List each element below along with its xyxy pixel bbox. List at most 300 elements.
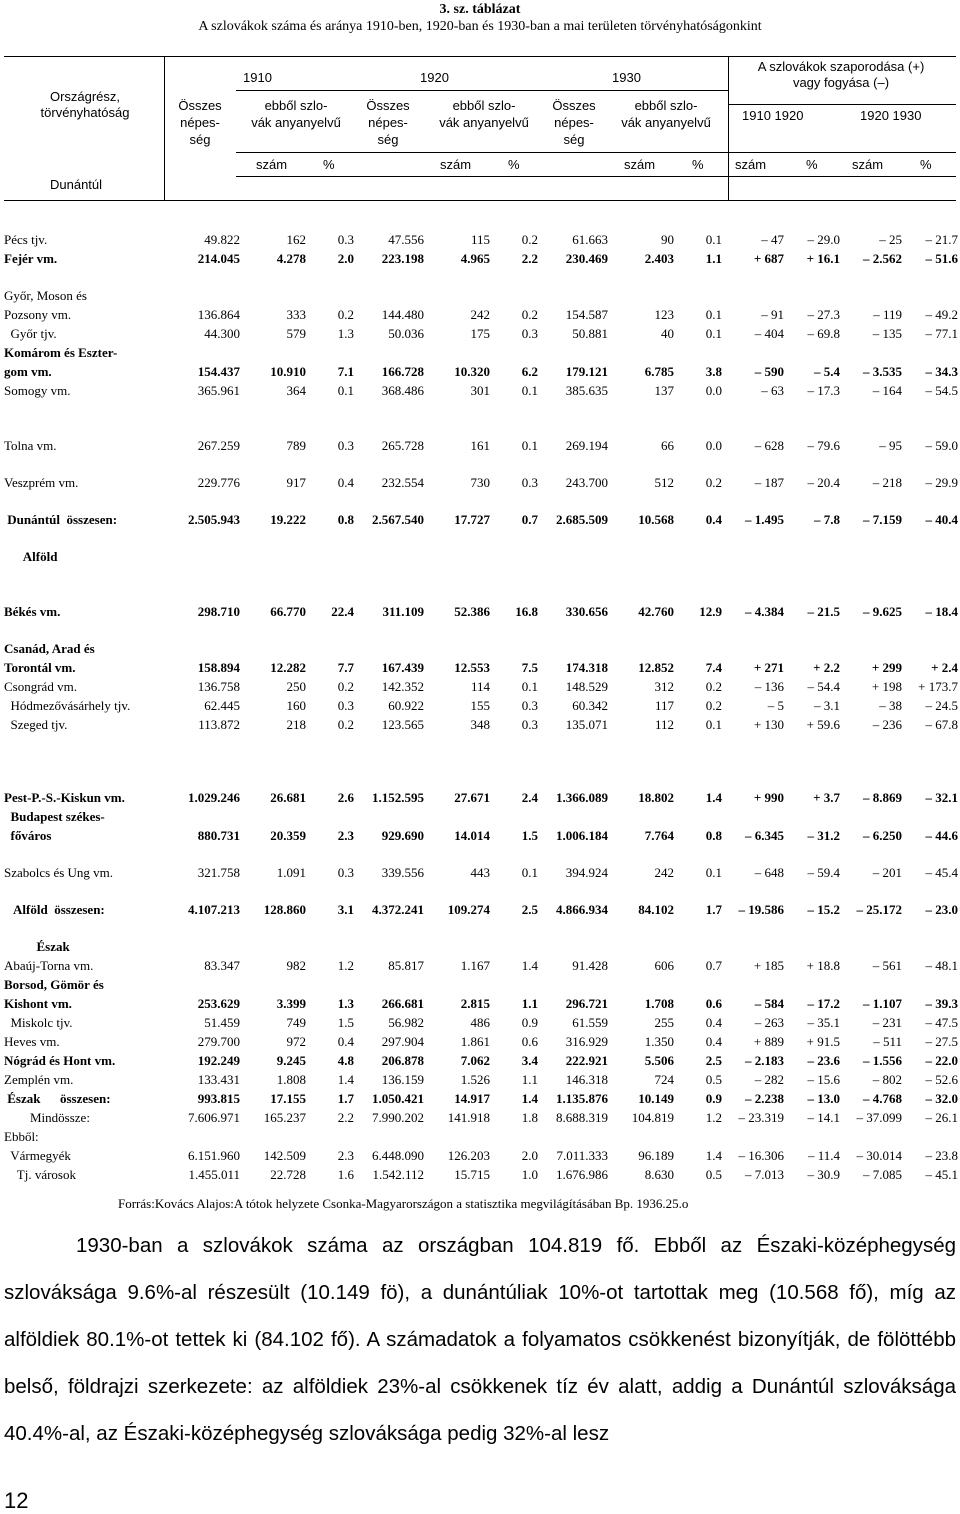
table-cell: 7.062 — [460, 1052, 490, 1068]
table-body — [4, 212, 958, 1184]
table-cell: 142.509 — [263, 1147, 306, 1163]
table-row — [4, 305, 958, 324]
table-cell — [722, 1127, 784, 1146]
table-cell: 0.3 — [337, 864, 354, 880]
table-cell: 214.045 — [197, 250, 240, 266]
table-cell: 26.681 — [270, 789, 306, 805]
table-cell — [674, 286, 722, 305]
table-cell — [840, 1127, 902, 1146]
table-cell: – 802 — [872, 1071, 902, 1087]
table-number: 3. sz. táblázat — [439, 2, 521, 17]
table-cell: – 20.4 — [807, 474, 840, 490]
table-cell: 61.663 — [572, 231, 608, 247]
table-cell: – 22.0 — [925, 1052, 958, 1068]
table-cell — [722, 807, 784, 826]
table-row — [4, 1108, 958, 1127]
table-cell: 1.542.112 — [372, 1166, 424, 1182]
table-cell: 1.3 — [337, 325, 354, 341]
change-header — [728, 59, 954, 91]
table-cell — [354, 639, 424, 658]
header-vline-1 — [164, 56, 165, 201]
table-cell: 3.399 — [276, 995, 306, 1011]
table-cell: – 23.6 — [807, 1052, 840, 1068]
table-cell: 266.681 — [381, 995, 424, 1011]
row-label: Ebből: — [4, 1128, 39, 1144]
total-pop-label-3: ség — [563, 132, 585, 147]
table-cell: 0.1 — [705, 864, 722, 880]
table-cell: 0.1 — [521, 437, 538, 453]
region-column-label: Országrész, törvényhatóság — [40, 89, 130, 120]
table-cell: 148.529 — [565, 678, 608, 694]
table-cell: 3.4 — [521, 1052, 538, 1068]
table-cell: 112 — [654, 716, 674, 732]
table-cell: 230.469 — [565, 250, 608, 266]
table-cell — [538, 975, 608, 994]
table-cell: 137 — [654, 382, 674, 398]
spacer-cell — [4, 734, 958, 752]
spacer-cell — [4, 268, 958, 286]
table-cell: 364 — [286, 382, 306, 398]
population-table — [4, 212, 958, 1184]
table-cell — [840, 807, 902, 826]
table-cell: 0.9 — [705, 1090, 722, 1106]
slovak-label-1: ebből szlo- — [452, 98, 516, 113]
table-cell — [722, 286, 784, 305]
table-row — [4, 807, 958, 826]
table-row — [4, 956, 958, 975]
table-cell: 96.189 — [638, 1147, 674, 1163]
row-label: Budapest székes- — [4, 808, 105, 824]
table-cell: 1.2 — [337, 957, 354, 973]
table-cell: – 25 — [879, 231, 902, 247]
row-label: Dunántúl összesen: — [4, 511, 118, 527]
spacer-row — [4, 418, 958, 436]
table-cell: 7.011.333 — [556, 1147, 608, 1163]
table-cell: 1.350 — [644, 1033, 674, 1049]
table-cell: + 59.6 — [806, 716, 840, 732]
table-cell: 348 — [470, 716, 490, 732]
header-rule-units-top — [236, 152, 956, 153]
table-cell: 330.656 — [565, 603, 608, 619]
unit-num: szám — [624, 157, 656, 172]
table-cell: 0.4 — [705, 511, 722, 527]
table-cell: 1.2 — [705, 1109, 722, 1125]
table-row — [4, 324, 958, 343]
table-cell: 179.121 — [565, 363, 608, 379]
table-cell — [608, 1127, 674, 1146]
table-cell: 0.2 — [337, 678, 354, 694]
row-label: Hódmezővásárhely tjv. — [4, 697, 131, 713]
table-cell: 113.872 — [198, 716, 240, 732]
row-label: Tolna vm. — [4, 437, 57, 453]
row-label: Csanád, Arad és — [4, 640, 95, 656]
unit-num: szám — [256, 157, 288, 172]
table-cell: – 34.3 — [925, 363, 958, 379]
table-cell: 1.4 — [705, 789, 722, 805]
table-cell: – 1.107 — [863, 995, 902, 1011]
table-cell: 4.866.934 — [556, 901, 608, 917]
table-cell — [354, 975, 424, 994]
table-cell: 12.282 — [270, 659, 306, 675]
row-label: Észak összesen: — [4, 1090, 111, 1106]
table-cell: 3.8 — [705, 363, 722, 379]
table-cell: 10.568 — [638, 511, 674, 527]
table-cell: 126.203 — [447, 1147, 490, 1163]
row-label: Pozsony vm. — [4, 306, 72, 322]
table-row — [4, 362, 958, 381]
table-cell: 368.486 — [381, 382, 424, 398]
table-cell — [840, 286, 902, 305]
table-row — [4, 1127, 958, 1146]
table-cell: 144.480 — [381, 306, 424, 322]
row-label: Szabolcs és Ung vm. — [4, 864, 114, 880]
table-cell — [490, 975, 538, 994]
table-cell: 1.1 — [705, 250, 722, 266]
table-cell: 174.318 — [565, 659, 608, 675]
table-cell — [722, 343, 784, 362]
table-row — [4, 863, 958, 882]
table-cell: 22.4 — [331, 603, 354, 619]
row-label: Alföld összesen: — [4, 901, 105, 917]
row-label: Békés vm. — [4, 603, 61, 619]
table-cell — [490, 1127, 538, 1146]
table-cell: – 8.869 — [863, 789, 902, 805]
table-cell: – 32.0 — [925, 1090, 958, 1106]
table-cell: – 38 — [879, 697, 902, 713]
table-cell — [902, 1127, 958, 1146]
table-cell: 267.259 — [197, 437, 240, 453]
table-cell — [784, 639, 840, 658]
table-cell: 4.107.213 — [188, 901, 240, 917]
spacer-row — [4, 584, 958, 602]
table-cell: – 16.306 — [738, 1147, 784, 1163]
table-cell: 1.4 — [705, 1147, 722, 1163]
table-cell — [608, 343, 674, 362]
table-cell: – 5.4 — [814, 363, 840, 379]
table-cell: 311.109 — [382, 603, 424, 619]
table-cell: 18.802 — [638, 789, 674, 805]
table-cell: 1.7 — [705, 901, 722, 917]
table-cell: 297.904 — [381, 1033, 424, 1049]
table-cell — [354, 807, 424, 826]
spacer-row — [4, 268, 958, 286]
table-cell: – 164 — [872, 382, 902, 398]
table-cell: 6.2 — [521, 363, 538, 379]
table-cell: + 185 — [753, 957, 784, 973]
table-cell: 114 — [470, 678, 490, 694]
table-cell: 2.403 — [644, 250, 674, 266]
table-cell: – 91 — [761, 306, 784, 322]
table-cell: 2.4 — [521, 789, 538, 805]
change-title-2: vagy fogyása (–) — [792, 75, 890, 90]
table-cell: – 35.1 — [807, 1014, 840, 1030]
table-cell: 175 — [470, 325, 490, 341]
table-cell — [902, 343, 958, 362]
table-cell — [722, 639, 784, 658]
table-cell: 17.155 — [270, 1090, 306, 1106]
unit-pct: % — [806, 157, 818, 172]
table-cell: 22.728 — [270, 1166, 306, 1182]
table-cell: 0.1 — [521, 864, 538, 880]
region-column-header — [10, 89, 160, 121]
spacer-row — [4, 455, 958, 473]
row-label: Győr tjv. — [4, 325, 57, 341]
table-cell: 44.300 — [204, 325, 240, 341]
spacer-row — [4, 734, 958, 752]
table-cell — [490, 937, 538, 956]
table-row — [4, 975, 958, 994]
table-cell: 443 — [470, 864, 490, 880]
table-cell: – 263 — [754, 1014, 784, 1030]
table-cell: + 687 — [753, 250, 784, 266]
table-cell: 0.3 — [521, 697, 538, 713]
table-cell: 250 — [286, 678, 306, 694]
header-vline-2 — [728, 56, 729, 201]
table-cell: – 404 — [754, 325, 784, 341]
table-cell — [164, 807, 240, 826]
table-cell: – 3.535 — [863, 363, 902, 379]
row-label: Heves vm. — [4, 1033, 60, 1049]
table-cell: + 173.7 — [918, 678, 958, 694]
table-cell: 2.2 — [337, 1109, 354, 1125]
table-cell: – 95 — [879, 437, 902, 453]
table-cell — [424, 547, 490, 566]
table-cell: 242 — [654, 864, 674, 880]
table-cell: – 2.562 — [863, 250, 902, 266]
table-cell: 1.5 — [337, 1014, 354, 1030]
table-cell — [784, 807, 840, 826]
table-cell: 83.347 — [204, 957, 240, 973]
table-cell: – 52.6 — [925, 1071, 958, 1087]
year-1920: 1920 — [420, 70, 449, 85]
table-cell — [240, 639, 306, 658]
spacer-row — [4, 621, 958, 639]
table-cell: 0.2 — [705, 697, 722, 713]
table-cell: 1.676.986 — [556, 1166, 608, 1182]
table-cell: 1.135.876 — [556, 1090, 608, 1106]
table-cell: – 4.768 — [863, 1090, 902, 1106]
table-cell — [490, 286, 538, 305]
table-cell: 136.159 — [381, 1071, 424, 1087]
table-cell — [306, 807, 354, 826]
row-label: Alföld — [4, 548, 58, 564]
table-cell: 162 — [286, 231, 306, 247]
table-cell: 1.708 — [644, 995, 674, 1011]
table-cell: 0.2 — [521, 231, 538, 247]
table-cell: – 218 — [872, 474, 902, 490]
table-cell: – 3.1 — [814, 697, 840, 713]
table-cell: 7.606.971 — [188, 1109, 240, 1125]
table-cell — [424, 286, 490, 305]
table-cell: 135.071 — [565, 716, 608, 732]
unit-pct: % — [323, 157, 335, 172]
table-cell: 880.731 — [197, 827, 240, 843]
row-label: Pécs tjv. — [4, 231, 48, 247]
spacer-row — [4, 770, 958, 788]
spacer-row — [4, 529, 958, 547]
table-cell: – 23.8 — [925, 1147, 958, 1163]
table-cell: 0.4 — [705, 1014, 722, 1030]
table-row — [4, 994, 958, 1013]
table-cell: – 29.0 — [807, 231, 840, 247]
table-cell: 20.359 — [270, 827, 306, 843]
table-cell: – 48.1 — [925, 957, 958, 973]
total-pop-label-1: Összes — [552, 98, 596, 113]
table-cell: 10.910 — [270, 363, 306, 379]
slovak-1920 — [424, 97, 544, 131]
table-row — [4, 602, 958, 621]
table-cell: – 17.2 — [807, 995, 840, 1011]
table-cell: 2.0 — [521, 1147, 538, 1163]
total-pop-1920 — [358, 97, 418, 148]
table-cell: 1.091 — [276, 864, 306, 880]
table-cell: 0.5 — [705, 1071, 722, 1087]
table-cell: – 231 — [872, 1014, 902, 1030]
table-cell: – 77.1 — [925, 325, 958, 341]
table-cell — [424, 937, 490, 956]
table-cell: 321.758 — [197, 864, 240, 880]
table-cell — [354, 343, 424, 362]
table-cell: 14.014 — [454, 827, 490, 843]
table-cell: 2.5 — [705, 1052, 722, 1068]
table-cell: 0.7 — [705, 957, 722, 973]
table-cell: 7.990.202 — [372, 1109, 424, 1125]
table-cell: – 7.159 — [863, 511, 902, 527]
table-cell: 0.1 — [521, 382, 538, 398]
table-cell: 0.8 — [705, 827, 722, 843]
spacer-row — [4, 882, 958, 900]
table-cell: 253.629 — [197, 995, 240, 1011]
table-cell: 19.222 — [270, 511, 306, 527]
table-row — [4, 937, 958, 956]
table-cell: – 7.8 — [814, 511, 840, 527]
table-cell — [902, 975, 958, 994]
table-cell: 66 — [661, 437, 674, 453]
table-cell — [424, 343, 490, 362]
table-cell — [608, 975, 674, 994]
table-cell: 1.0 — [521, 1166, 538, 1182]
table-cell: 0.6 — [521, 1033, 538, 1049]
table-cell: – 590 — [754, 363, 784, 379]
table-cell: 12.852 — [638, 659, 674, 675]
table-cell: – 23.0 — [925, 901, 958, 917]
table-cell: – 561 — [872, 957, 902, 973]
spacer-row — [4, 400, 958, 418]
table-cell: – 6.345 — [745, 827, 784, 843]
paragraph-text: 1930-ban a szlovákok száma az országban 104.819 fő. Ebből az Északi-középhegység szlováksága 9.6%-al részesült (10.149 fö), a dunántúliak 10%-ot tartottak meg (10.568 fő), míg az alföldiek 80.1%-ot tettek ki (84.102 fő). A számadatok a folyamatos csökkenést bizonyítják, de fölöttébb belső, földrajzi szerkezete: az alföldiek 23%-al csökkenek tíz év alatt, addig a Dunántúl szlováksága 40.4%-al, az Északi-középhegység szlováksága pedig 32%-al lesz — [4, 1234, 956, 1445]
table-cell: – 29.9 — [925, 474, 958, 490]
table-cell — [674, 639, 722, 658]
table-cell: 0.0 — [705, 437, 722, 453]
table-cell: 161 — [470, 437, 490, 453]
table-row — [4, 1146, 958, 1165]
table-cell: 166.728 — [381, 363, 424, 379]
table-cell: + 16.1 — [806, 250, 840, 266]
spacer-row — [4, 212, 958, 230]
year-1930: 1930 — [612, 70, 641, 85]
table-cell: – 45.4 — [925, 864, 958, 880]
table-cell — [306, 1127, 354, 1146]
slovak-label-2: vák anyanyelvű — [621, 115, 711, 130]
table-cell — [840, 639, 902, 658]
row-label: Nógrád és Hont vm. — [4, 1052, 116, 1068]
spacer-cell — [4, 919, 958, 937]
header-rule-bottom — [4, 200, 956, 201]
slovak-1930 — [606, 97, 726, 131]
table-cell — [840, 975, 902, 994]
table-cell: 2.505.943 — [188, 511, 240, 527]
slovak-label-2: vák anyanyelvű — [251, 115, 341, 130]
table-cell — [490, 807, 538, 826]
table-cell: – 67.8 — [925, 716, 958, 732]
table-cell: 16.8 — [515, 603, 538, 619]
table-cell: 929.690 — [381, 827, 424, 843]
table-cell: 160 — [286, 697, 306, 713]
table-cell: 12.9 — [699, 603, 722, 619]
table-cell: – 37.099 — [856, 1109, 902, 1125]
table-cell: 7.5 — [521, 659, 538, 675]
table-cell: 1.808 — [276, 1071, 306, 1087]
table-cell: – 236 — [872, 716, 902, 732]
row-label: Pest-P.-S.-Kiskun vm. — [4, 789, 125, 805]
table-cell — [354, 1127, 424, 1146]
table-row — [4, 381, 958, 400]
table-cell: 0.1 — [705, 716, 722, 732]
table-cell — [164, 343, 240, 362]
spacer-row — [4, 845, 958, 863]
table-cell — [674, 807, 722, 826]
unit-num: szám — [440, 157, 472, 172]
spacer-cell — [4, 529, 958, 547]
table-cell: 0.3 — [521, 325, 538, 341]
table-cell — [608, 547, 674, 566]
table-row — [4, 639, 958, 658]
table-cell: 84.102 — [638, 901, 674, 917]
table-cell: – 23.319 — [738, 1109, 784, 1125]
table-cell: 0.6 — [705, 995, 722, 1011]
table-cell: 993.815 — [197, 1090, 240, 1106]
table-cell: 0.2 — [337, 306, 354, 322]
table-cell: 115 — [470, 231, 490, 247]
table-cell: 49.822 — [204, 231, 240, 247]
table-cell: 1.366.089 — [556, 789, 608, 805]
total-pop-label-3: ség — [377, 132, 399, 147]
table-cell: – 40.4 — [925, 511, 958, 527]
table-cell: 4.965 — [460, 250, 490, 266]
table-cell: 1.1 — [521, 1071, 538, 1087]
table-cell: – 187 — [754, 474, 784, 490]
table-cell — [424, 1127, 490, 1146]
source-note: Forrás:Kovács Alajos:A tótok helyzete Csonka-Magyarországon a statisztika megvilágításában Bp. 1936.25.o — [118, 1196, 689, 1211]
table-cell: 128.860 — [263, 901, 306, 917]
table-cell: – 136 — [754, 678, 784, 694]
table-cell: 0.3 — [337, 437, 354, 453]
row-label: Zemplén vm. — [4, 1071, 74, 1087]
table-cell: 1.152.595 — [372, 789, 424, 805]
table-cell: 4.8 — [337, 1052, 354, 1068]
table-cell: 7.764 — [644, 827, 674, 843]
table-cell — [784, 286, 840, 305]
table-cell: 0.8 — [337, 511, 354, 527]
table-cell: 0.1 — [705, 306, 722, 322]
header-rule-units-bottom — [236, 176, 956, 177]
table-cell — [538, 639, 608, 658]
table-cell: 12.553 — [454, 659, 490, 675]
table-cell: 1.8 — [521, 1109, 538, 1125]
table-cell: + 198 — [871, 678, 902, 694]
table-cell: + 91.5 — [806, 1033, 840, 1049]
table-row — [4, 1070, 958, 1089]
